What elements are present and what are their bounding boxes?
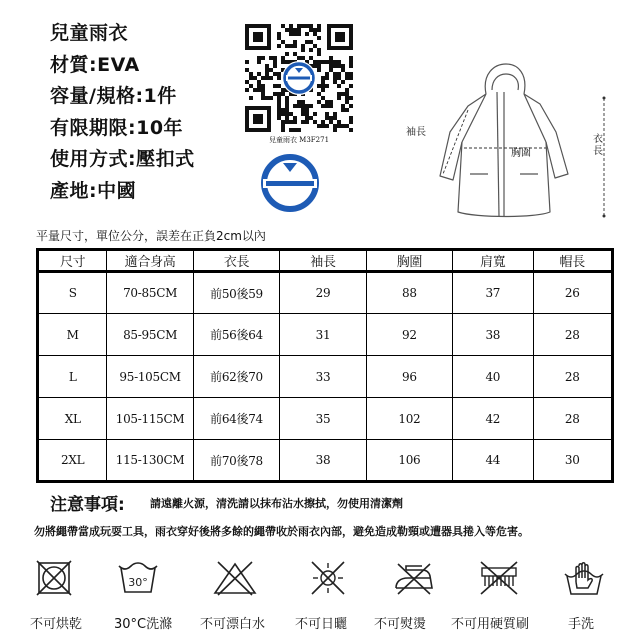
table-cell: 42 xyxy=(453,398,533,440)
material-spec: 材質:EVA xyxy=(50,53,140,76)
header-shoulder: 肩寬 xyxy=(453,250,533,272)
chest-label: 胸圍 xyxy=(511,148,531,159)
product-spec-list xyxy=(50,18,195,207)
table-cell: 28 xyxy=(533,356,612,398)
hand-wash-label: 手洗 xyxy=(568,617,595,632)
table-cell: 前56後64 xyxy=(193,314,279,356)
table-cell: 85-95CM xyxy=(107,314,193,356)
table-cell: 88 xyxy=(366,272,452,314)
table-cell: 33 xyxy=(280,356,366,398)
table-cell: XL xyxy=(38,398,107,440)
table-cell: 26 xyxy=(533,272,612,314)
table-cell: 106 xyxy=(366,440,452,482)
table-row xyxy=(38,440,613,482)
table-row xyxy=(38,272,613,314)
table-cell: 40 xyxy=(453,356,533,398)
header-height: 適合身高 xyxy=(107,250,193,272)
measurement-note: 平量尺寸，單位公分，誤差在正負2cm以內 xyxy=(36,229,266,243)
no-bleach-icon xyxy=(212,560,258,596)
table-cell: 30 xyxy=(533,440,612,482)
no-iron-label: 不可熨燙 xyxy=(374,617,427,632)
table-cell: 44 xyxy=(453,440,533,482)
table-cell: 38 xyxy=(453,314,533,356)
notice-text-2: 勿將繩帶當成玩耍工具，雨衣穿好後將多餘的繩帶收於雨衣內部，避免造成勒頸或遭器具捲入等危害。 xyxy=(34,525,529,538)
table-cell: 92 xyxy=(366,314,452,356)
qr-caption: 兒童雨衣 M3F271 xyxy=(268,136,330,144)
qr-code-block xyxy=(243,22,355,146)
table-cell: 102 xyxy=(366,398,452,440)
table-cell: 31 xyxy=(280,314,366,356)
no-sun-dry-icon xyxy=(308,560,348,596)
table-cell: 28 xyxy=(533,398,612,440)
no-tumble-dry-icon xyxy=(34,560,74,596)
table-cell: 95-105CM xyxy=(107,356,193,398)
no-bleach-label: 不可漂白水 xyxy=(200,617,266,632)
shelf-life-spec: 有限期限:10年 xyxy=(50,116,184,139)
table-cell: 105-115CM xyxy=(107,398,193,440)
table-cell: 前62後70 xyxy=(193,356,279,398)
table-cell: 前64後74 xyxy=(193,398,279,440)
table-cell: 28 xyxy=(533,314,612,356)
table-cell: M xyxy=(38,314,107,356)
sleeve-length-label: 袖長 xyxy=(406,127,426,138)
wash-30c-icon xyxy=(116,560,160,596)
table-cell: L xyxy=(38,356,107,398)
no-hard-brush-icon xyxy=(476,560,522,596)
table-cell: 37 xyxy=(453,272,533,314)
product-title: 兒童雨衣 xyxy=(50,22,129,44)
origin-spec: 產地:中國 xyxy=(50,179,137,202)
table-cell: 29 xyxy=(280,272,366,314)
notice-title: 注意事項: xyxy=(50,495,125,515)
size-chart-table xyxy=(36,248,614,483)
bsmi-mark-icon xyxy=(259,152,321,214)
table-cell: 115-130CM xyxy=(107,440,193,482)
table-cell: 前70後78 xyxy=(193,440,279,482)
table-cell: S xyxy=(38,272,107,314)
notice-text-1: 請遠離火源，清洗請以抹布沾水擦拭，勿使用清潔劑 xyxy=(150,497,403,510)
table-header-row xyxy=(38,250,613,272)
capacity-spec: 容量/規格:1件 xyxy=(50,85,177,107)
table-cell: 2XL xyxy=(38,440,107,482)
no-iron-icon xyxy=(392,560,436,596)
header-sleeve-length: 袖長 xyxy=(280,250,366,272)
table-cell: 70-85CM xyxy=(107,272,193,314)
table-row xyxy=(38,314,613,356)
no-tumble-dry-label: 不可烘乾 xyxy=(30,617,83,632)
table-cell: 96 xyxy=(366,356,452,398)
wash-30c-label: 30°C洗滌 xyxy=(114,617,173,632)
table-cell: 38 xyxy=(280,440,366,482)
no-sun-dry-label: 不可日曬 xyxy=(295,617,348,632)
coat-length-label: 衣長 xyxy=(593,134,603,157)
wash-temp-text: 30° xyxy=(128,576,148,589)
header-hood-length: 帽長 xyxy=(533,250,612,272)
header-coat-length: 衣長 xyxy=(193,250,279,272)
header-size: 尺寸 xyxy=(38,250,107,272)
qr-code-icon xyxy=(243,22,355,134)
no-hard-brush-label: 不可用硬質刷 xyxy=(451,617,530,632)
table-row xyxy=(38,398,613,440)
table-cell: 前50後59 xyxy=(193,272,279,314)
usage-spec: 使用方式:壓扣式 xyxy=(50,148,195,170)
header-chest: 胸圍 xyxy=(366,250,452,272)
table-row xyxy=(38,356,613,398)
raincoat-diagram xyxy=(398,62,628,240)
hand-wash-icon xyxy=(562,560,606,596)
table-cell: 35 xyxy=(280,398,366,440)
